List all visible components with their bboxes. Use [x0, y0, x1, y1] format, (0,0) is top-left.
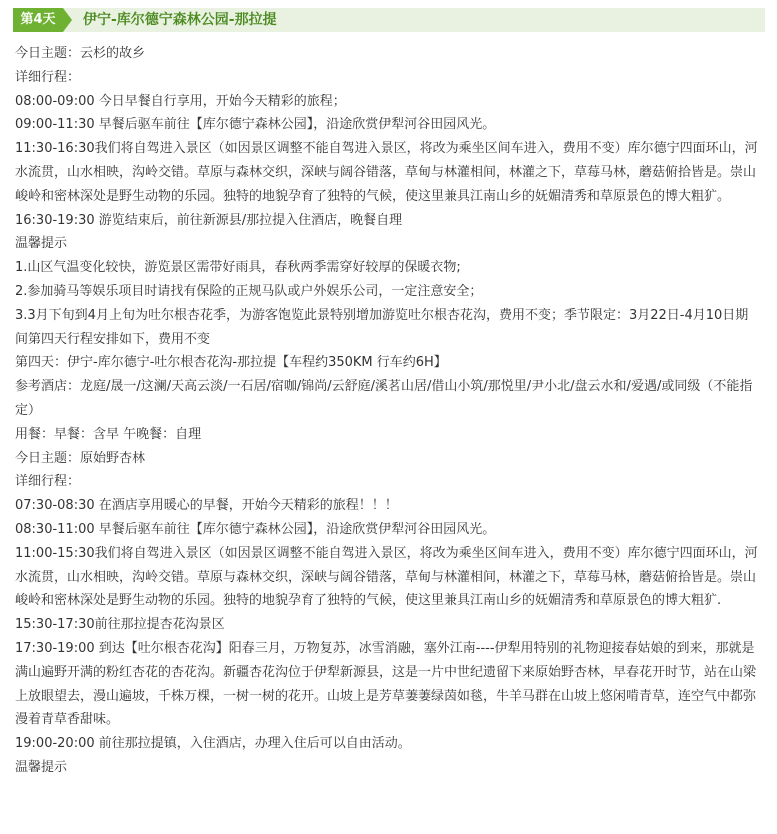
- schedule-item: 17:30-19:00 到达【吐尔根杏花沟】阳春三月，万物复苏，冰雪消融，塞外江南----伊犁用特别的礼物迎接春姑娘的到来，那就是满山遍野开满的粉红杏花的杏花沟。新疆杏花沟位于伊犁新源县，这是一片中世纪遗留下来原始野杏林，早春花开时节，站在山梁上放眼望去，漫山遍坡，千株万棵，一树一树的花开。山坡上是芳草萋萋绿茵如毯，牛羊马群在山坡上悠闲啃青草，连空气中都弥漫着青草香甜味。: [15, 640, 757, 728]
- theme-line: 今日主题：原始野杏林: [15, 450, 146, 466]
- tip-item: 3.3月下旬到4月上旬为吐尔根杏花季，为游客饱览此景特别增加游览吐尔根杏花沟，费用不变；季节限定：3月22日-4月10日期间第四天行程安排如下，费用不变: [15, 307, 749, 347]
- schedule-item: 15:30-17:30前往那拉提杏花沟景区: [15, 617, 225, 633]
- tip-item: 2.参加骑马等娱乐项目时请找有保险的正规马队或户外娱乐公司，一定注意安全；: [15, 283, 483, 299]
- itinerary-content: [15, 42, 760, 780]
- schedule-item: 19:00-20:00 前往那拉提镇，入住酒店，办理入住后可以自由活动。: [15, 736, 411, 752]
- tips-label: 温馨提示: [15, 759, 68, 775]
- schedule-item: 16:30-19:30 游览结束后，前往新源县/那拉提入住酒店，晚餐自理: [15, 212, 403, 228]
- hotel-reference: 参考酒店：龙庭/晟一/这澜/天高云淡/一石居/宿咖/锦尚/云舒庭/溪茗山居/借山小筑/那悦里/尹小北/盘云水和/爱遇/或同级（不能指定）: [15, 379, 753, 418]
- tips-label: 温馨提示: [15, 236, 68, 252]
- schedule-item: 11:30-16:30我们将自驾进入景区（如因景区调整不能自驾进入景区，将改为乘坐区间车进入，费用不变）库尔德宁四面环山，河水流贯，山水相映，沟岭交错。草原与森林交织，深峡与阔谷错落，草甸与林灌相间，林灌之下，草莓马林，蘑菇俯拾皆是。崇山峻岭和密林深处是野生动物的乐园。独特的地貌孕育了独特的气候，使这里兼具江南山乡的妩媚清秀和草原景色的博大粗犷。: [15, 141, 758, 204]
- schedule-item: 09:00-11:30 早餐后驱车前往【库尔德宁森林公园】，沿途欣赏伊犁河谷田园风光。: [15, 117, 496, 133]
- schedule-item: 08:00-09:00 今日早餐自行享用，开始今天精彩的旅程；: [15, 93, 346, 109]
- schedule-item: 07:30-08:30 在酒店享用暖心的早餐，开始今天精彩的旅程！！！: [15, 498, 398, 514]
- schedule-label: 详细行程：: [15, 69, 81, 85]
- day-header: [13, 8, 765, 32]
- day-badge: 第4天: [13, 8, 63, 32]
- meal-info: 用餐：早餐：含早 午晚餐：自理: [15, 426, 202, 442]
- schedule-label: 详细行程：: [15, 474, 81, 490]
- day-title: 伊宁-库尔德宁森林公园-那拉提: [83, 12, 277, 28]
- day-four-title: 第四天：伊宁-库尔德宁-吐尔根杏花沟-那拉提【车程约350KM 行车约6H】: [15, 355, 447, 371]
- day-badge-arrow: [63, 8, 72, 32]
- schedule-item: 08:30-11:00 早餐后驱车前往【库尔德宁森林公园】，沿途欣赏伊犁河谷田园风光。: [15, 521, 496, 537]
- tip-item: 1.山区气温变化较快，游览景区需带好雨具，春秋两季需穿好较厚的保暖衣物;: [15, 260, 461, 276]
- schedule-item: 11:00-15:30我们将自驾进入景区（如因景区调整不能自驾进入景区，将改为乘坐区间车进入，费用不变）库尔德宁四面环山，河水流贯，山水相映，沟岭交错。草原与森林交织，深峡与阔谷错落，草甸与林灌相间，林灌之下，草莓马林，蘑菇俯拾皆是。崇山峻岭和密林深处是野生动物的乐园。独特的地貌孕育了独特的气候，使这里兼具江南山乡的妩媚清秀和草原景色的博大粗犷.: [15, 545, 758, 609]
- theme-line: 今日主题：云杉的故乡: [15, 46, 146, 61]
